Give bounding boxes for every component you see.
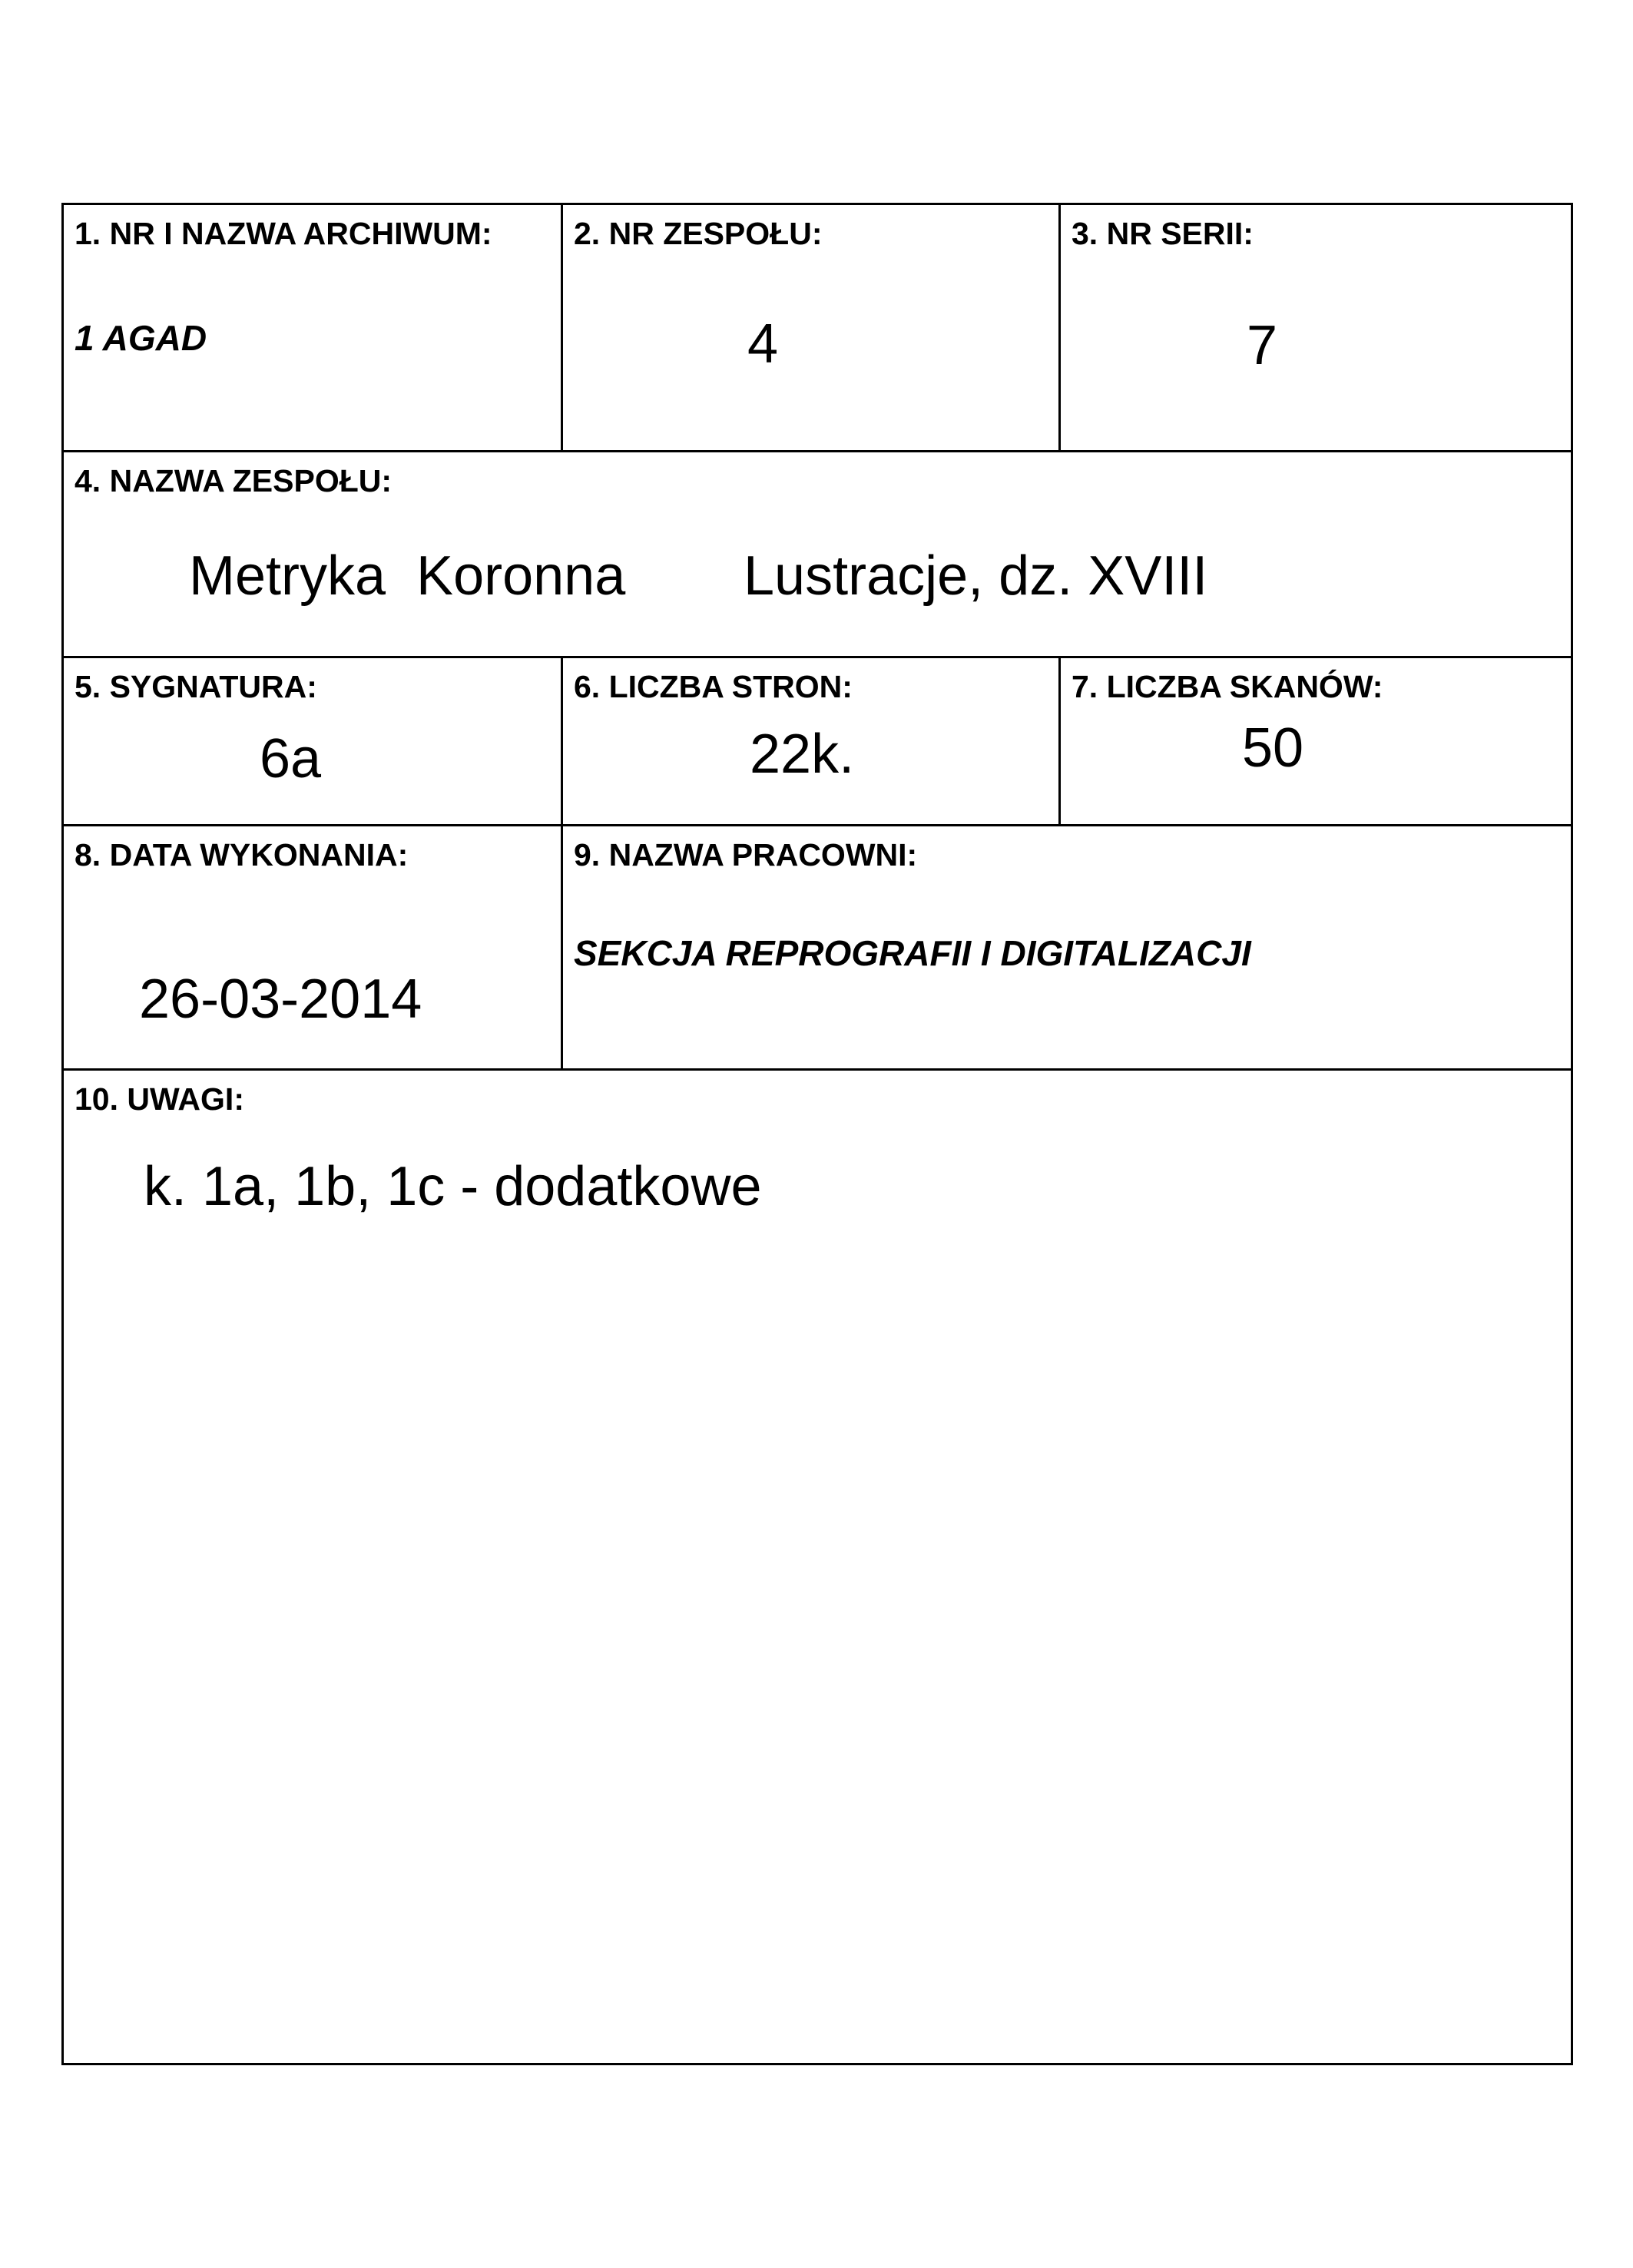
form-row-3 [64,658,1571,826]
workshop-cell [561,826,1571,1068]
page-count-label: 6. LICZBA STRON: [574,669,853,704]
form-row-5 [64,1071,1571,2063]
series-number-cell [1058,205,1571,450]
page-count-cell [561,658,1058,824]
signature-value: 6a [260,728,322,790]
archive-metadata-form [61,203,1573,2065]
signature-label: 5. SYGNATURA: [75,669,317,704]
series-number-value: 7 [1247,315,1278,376]
fonds-name-label: 4. NAZWA ZESPOŁU: [75,463,393,498]
notes-value: k. 1a, 1b, 1c - dodatkowe [144,1156,762,1217]
fonds-name-value-1: Metryka Koronna [189,545,626,607]
form-row-1 [64,205,1571,452]
signature-cell [64,658,561,824]
fonds-number-label: 2. NR ZESPOŁU: [574,216,823,251]
date-label: 8. DATA WYKONANIA: [75,837,409,872]
form-row-2 [64,452,1571,658]
fonds-name-cell [64,452,1571,656]
workshop-label: 9. NAZWA PRACOWNI: [574,837,918,872]
archive-value: 1 AGAD [75,318,207,358]
scan-count-value: 50 [1242,717,1304,779]
fonds-name-value-2: Lustracje, dz. XVIII [744,545,1208,607]
fonds-number-cell [561,205,1058,450]
scan-count-cell [1058,658,1571,824]
date-cell [64,826,561,1068]
page-count-value: 22k. [750,723,855,785]
form-row-4 [64,826,1571,1071]
notes-cell [64,1071,1571,2063]
workshop-value: SEKCJA REPROGRAFII I DIGITALIZACJI [574,933,1251,973]
archive-label: 1. NR I NAZWA ARCHIWUM: [75,216,492,251]
archive-cell [64,205,561,450]
fonds-number-value: 4 [747,313,779,375]
notes-label: 10. UWAGI: [75,1081,244,1117]
series-number-label: 3. NR SERII: [1072,216,1254,251]
date-value: 26-03-2014 [139,968,422,1030]
scan-count-label: 7. LICZBA SKANÓW: [1072,669,1383,704]
